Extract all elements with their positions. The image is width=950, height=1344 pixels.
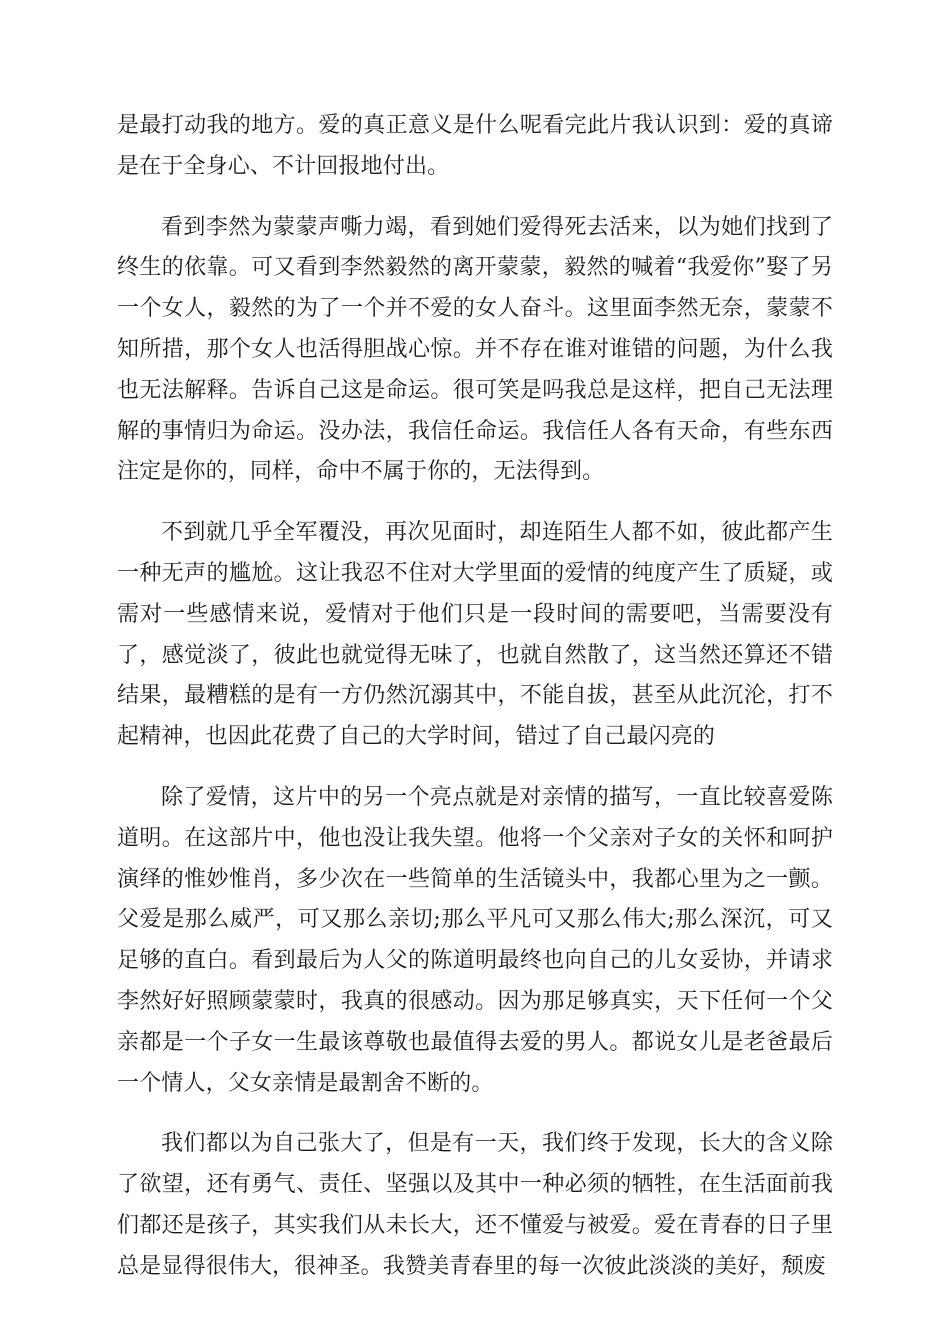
- paragraph-1: 是最打动我的地方。爱的真正意义是什么呢看完此片我认识到：爱的真谛是在于全身心、不计回报地付出。: [117, 113, 833, 179]
- paragraph-3: 不到就几乎全军覆没，再次见面时，却连陌生人都不如，彼此都产生一种无声的尴尬。这让我忍不住对大学里面的爱情的纯度产生了质疑，或需对一些感情来说，爱情对于他们只是一段时间的需要吧，当需要没有了，感觉淡了，彼此也就觉得无味了，也就自然散了，这当然还算还不错结果，最糟糕的是有一方仍然沉溺其中，不能自拔，甚至从此沉沦，打不起精神，也因此花费了自己的大学时间，错过了自己最闪亮的: [117, 520, 833, 750]
- paragraph-2: 看到李然为蒙蒙声嘶力竭，看到她们爱得死去活来，以为她们找到了终生的依靠。可又看到李然毅然的离开蒙蒙，毅然的喊着“我爱你”娶了另一个女人，毅然的为了一个并不爱的女人奋斗。这里面李然无奈，蒙蒙不知所措，那个女人也活得胆战心惊。并不存在谁对谁错的问题，为什么我也无法解释。告诉自己这是命运。很可笑是吗我总是这样，把自己无法理解的事情归为命运。没办法，我信任命运。我信任人各有天命，有些东西注定是你的，同样，命中不属于你的，无法得到。: [117, 214, 833, 485]
- paragraph-5: 我们都以为自己张大了，但是有一天，我们终于发现，长大的含义除了欲望，还有勇气、责任、坚强以及其中一种必须的牺牲，在生活面前我们都还是孩子，其实我们从未长大，还不懂爱与被爱。爱在青春的日子里总是显得很伟大，很神圣。我赞美青春里的每一次彼此淡淡的美好，颓废: [117, 1131, 833, 1279]
- paragraph-4: 除了爱情，这片中的另一个亮点就是对亲情的描写，一直比较喜爱陈道明。在这部片中，他也没让我失望。他将一个父亲对子女的关怀和呵护演绎的惟妙惟肖，多少次在一些简单的生活镜头中，我都心里为之一颤。父爱是那么威严，可又那么亲切;那么平凡可又那么伟大;那么深沉，可又足够的直白。看到最后为人父的陈道明最终也向自己的儿女妥协，并请求李然好好照顾蒙蒙时，我真的很感动。因为那足够真实，天下任何一个父亲都是一个子女一生最该尊敬也最值得去爱的男人。都说女儿是老爸最后一个情人，父女亲情是最割舍不断的。: [117, 784, 833, 1096]
- document-body: [117, 106, 833, 1308]
